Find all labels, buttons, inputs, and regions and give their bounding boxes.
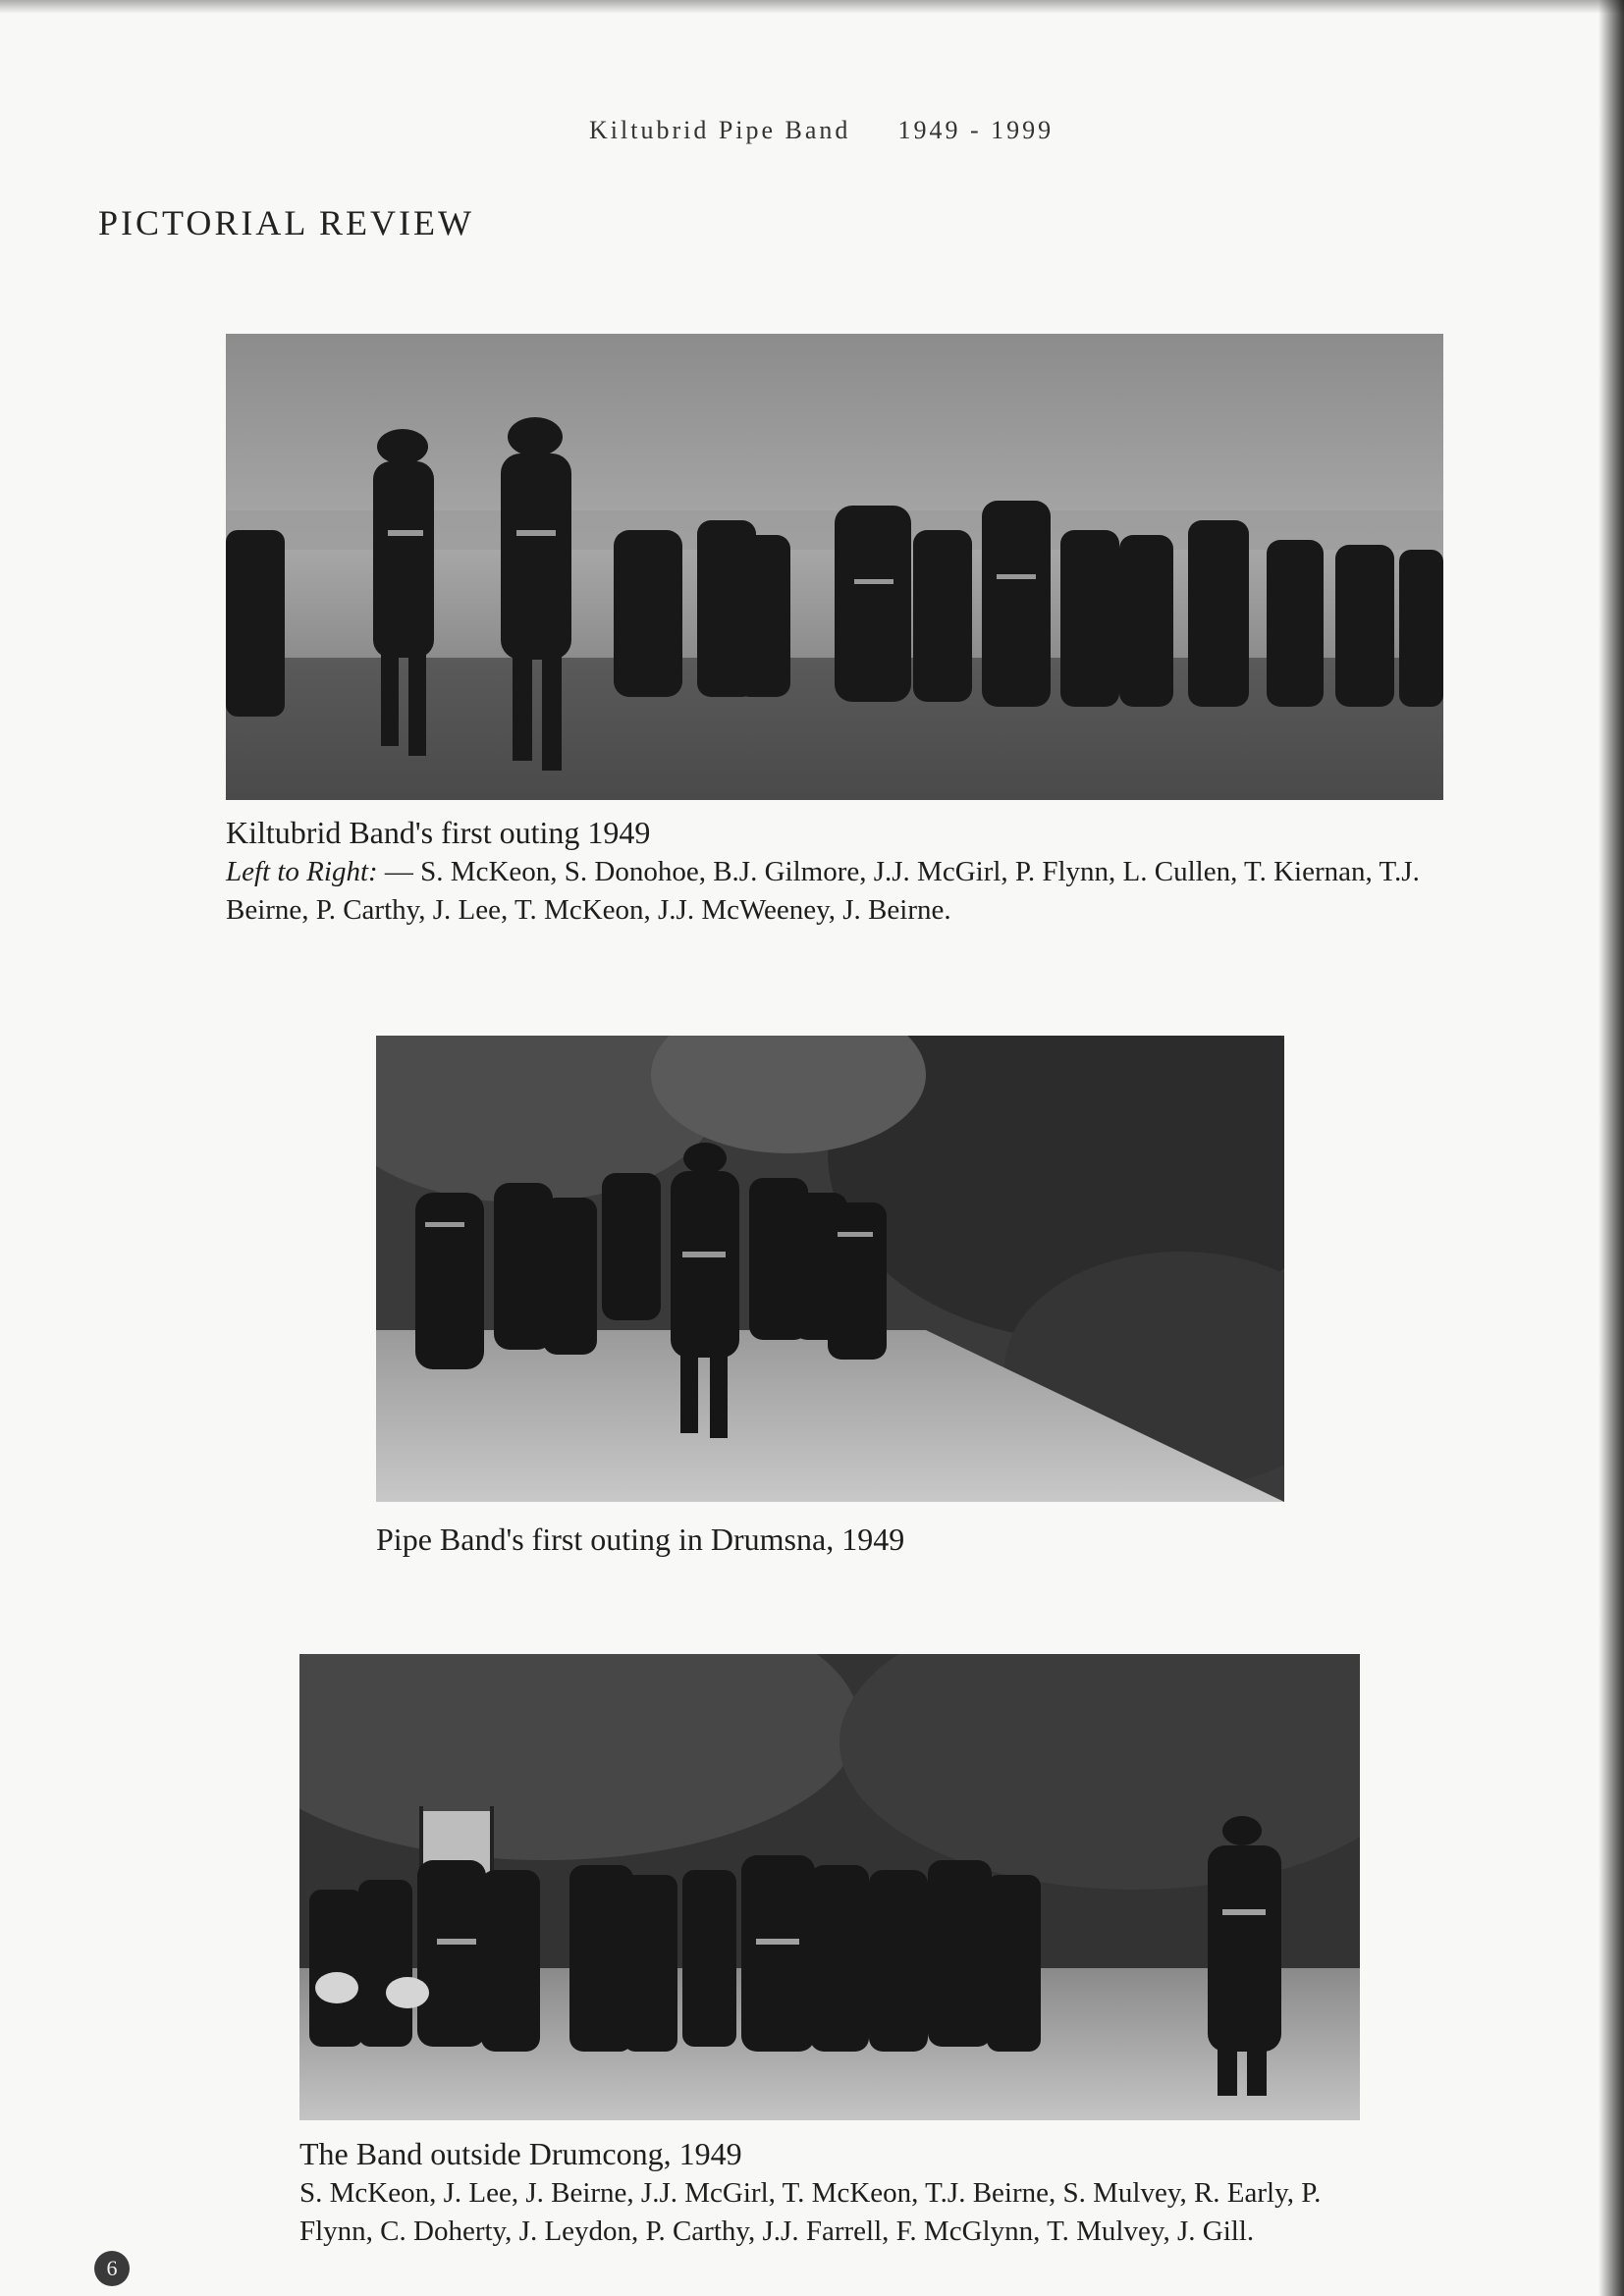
photo-drumsna: [376, 1036, 1284, 1502]
caption-drumsna: [376, 1519, 1284, 1560]
scan-shadow-right: [1598, 0, 1624, 2296]
caption-names: S. McKeon, J. Lee, J. Beirne, J.J. McGirl, T. McKeon, T.J. Beirne, S. Mulvey, R. Early, P. Flynn, C. Doherty, J. Leydon, P. Carthy, J.J. Farrell, F. McGlynn, T. Mulvey, J. Gill.: [299, 2177, 1322, 2247]
caption-names-prefix: Left to Right:: [226, 856, 378, 887]
section-title: PICTORIAL REVIEW: [98, 203, 474, 242]
caption-title: Kiltubrid Band's first outing 1949: [226, 815, 651, 850]
running-header: [589, 116, 1054, 145]
caption-title: Pipe Band's first outing in Drumsna, 1949: [376, 1522, 905, 1557]
photo-first-outing: [226, 334, 1443, 800]
caption-first-outing: [226, 812, 1443, 930]
running-years: 1949 - 1999: [897, 116, 1055, 144]
photo-drumsna-image: [376, 1036, 1284, 1502]
photo-drumcong: [299, 1654, 1360, 2120]
scan-shadow-top: [0, 0, 1624, 14]
caption-names: — S. McKeon, S. Donohoe, B.J. Gilmore, J.J. McGirl, P. Flynn, L. Cullen, T. Kiernan, T.J. Beirne, P. Carthy, J. Lee, T. McKeon, J.J. McWeeney, J. Beirne.: [226, 856, 1420, 926]
running-title: Kiltubrid Pipe Band: [589, 116, 851, 144]
caption-drumcong: [299, 2133, 1360, 2251]
page-number: 6: [94, 2251, 130, 2286]
photo-first-outing-image: [226, 334, 1443, 800]
caption-title: The Band outside Drumcong, 1949: [299, 2136, 742, 2171]
photo-drumcong-image: [299, 1654, 1360, 2120]
